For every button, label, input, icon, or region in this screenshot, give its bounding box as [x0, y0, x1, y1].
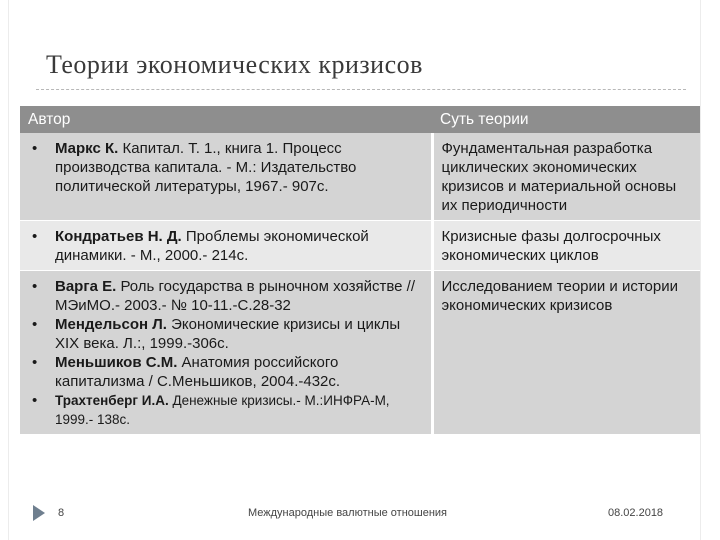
reference-text: Капитал. Т. 1., книга 1. Процесс производства капитала. - М.: Издательство политической литературы, 1967.- 907с.: [55, 140, 357, 195]
reference-text: Проблемы экономической динамики. - М., 2000.- 214с.: [55, 228, 369, 264]
bullet-icon: •: [32, 354, 38, 371]
decorative-right-line: [700, 0, 701, 540]
essence-cell: Кризисные фазы долгосрочных экономических циклов: [432, 221, 700, 271]
author-cell: [20, 271, 432, 435]
reference-list: [28, 227, 423, 265]
reference-text: Экономические кризисы и циклы XIX века. Л.:, 1999.-306с.: [55, 316, 401, 352]
reference-item: [28, 139, 423, 196]
reference-text: Роль государства в рыночном хозяйстве // МЭиМО.- 2003.- № 10-11.-С.28-32: [55, 278, 416, 314]
table-row: [20, 271, 700, 435]
author-cell: [20, 221, 432, 271]
essence-cell: Исследованием теории и истории экономических кризисов: [432, 271, 700, 435]
footer-date: 08.02.2018: [608, 507, 664, 519]
reference-item: [28, 227, 423, 265]
bullet-icon: •: [32, 278, 38, 295]
table-header-row: [20, 106, 700, 133]
decorative-left-line: [8, 0, 9, 540]
essence-cell: Фундаментальная разработка циклических экономических кризисов и материальной основы их периодичности: [432, 133, 700, 221]
reference-author: Мендельсон Л.: [55, 316, 167, 333]
reference-item: [28, 353, 423, 391]
reference-author: Меньшиков С.М.: [55, 354, 178, 371]
reference-author: Трахтенберг И.А.: [55, 393, 169, 408]
play-arrow-shape: [33, 505, 45, 521]
table-row: [20, 133, 700, 221]
reference-item: [28, 315, 423, 353]
reference-list: [28, 139, 423, 196]
reference-author: Варга Е.: [55, 278, 117, 295]
bullet-icon: •: [32, 228, 38, 245]
theory-table: [20, 106, 700, 435]
reference-item: [28, 277, 423, 315]
author-cell: [20, 133, 432, 221]
bullet-icon: •: [32, 140, 38, 157]
reference-text: Денежные кризисы.- М.:ИНФРА-М, 1999.- 138с.: [55, 393, 390, 427]
slide-title: Теории экономических кризисов: [46, 50, 423, 79]
header-author: Автор: [20, 106, 432, 133]
footer-subject: Международные валютные отношения: [248, 507, 447, 519]
bullet-icon: •: [32, 316, 38, 333]
reference-author: Кондратьев Н. Д.: [55, 228, 182, 245]
header-essence: Суть теории: [432, 106, 700, 133]
table-row: [20, 221, 700, 271]
page-number: 8: [58, 507, 65, 519]
play-arrow-icon: [32, 504, 46, 522]
reference-list: [28, 277, 423, 429]
reference-text: Анатомия российского капитализма / С.Меньшиков, 2004.-432с.: [55, 354, 341, 390]
title-divider: [36, 89, 686, 90]
bullet-icon: •: [32, 392, 38, 409]
reference-author: Маркс К.: [55, 140, 119, 157]
reference-item: [28, 391, 423, 429]
